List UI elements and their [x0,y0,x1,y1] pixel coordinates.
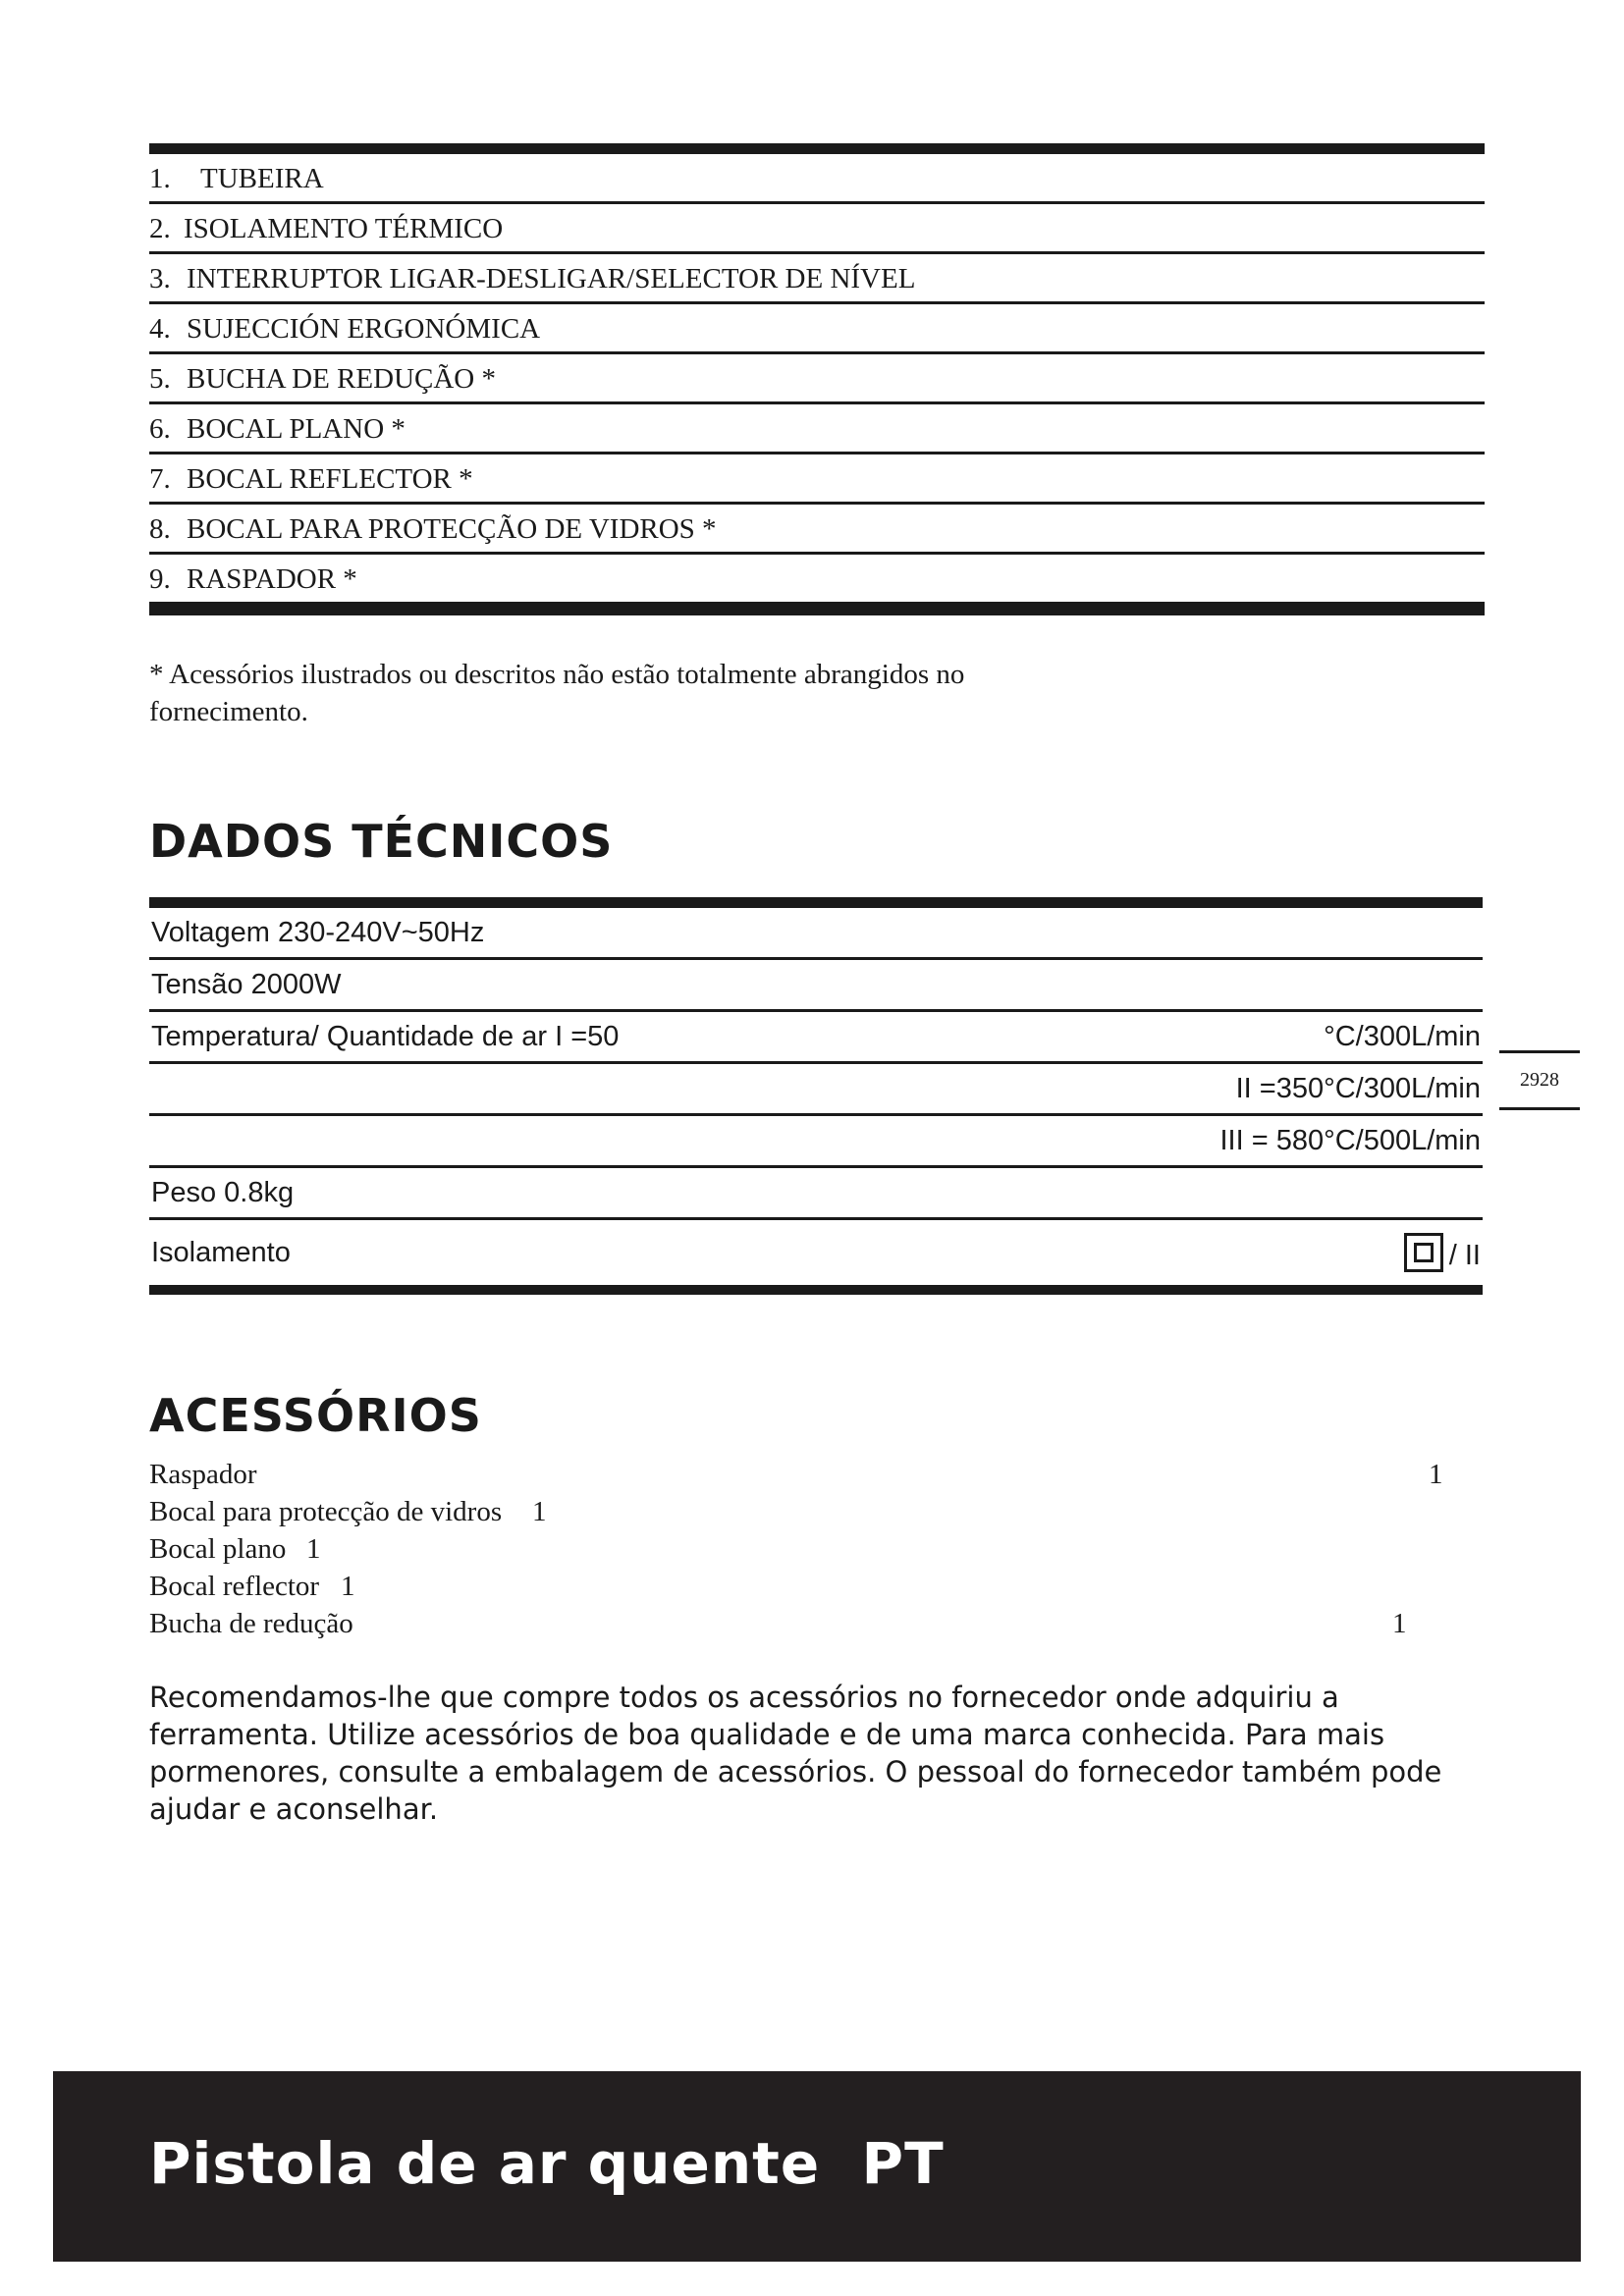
technical-data-table [149,897,1483,1295]
parts-list-item: 5. BUCHA DE REDUÇÃO * [149,354,1485,404]
recommendation-paragraph: Recomendamos-lhe que compre todos os acessórios no fornecedor onde adquiriu a ferramenta. Utilize acessórios de boa qualidade e de uma marca conhecida. Para mais pormenores, consulte a embalagem de acessórios. O pessoal do fornecedor também pode ajudar e aconselhar. [149,1681,1442,1826]
double-insulation-icon [1404,1233,1443,1272]
list-item: Raspador 1 [149,1459,1443,1490]
parts-list-item: 1. TUBEIRA [149,154,1485,204]
parts-top-rule [149,143,1485,154]
footer-title: Pistola de ar quente PT [149,2130,945,2197]
accessories-note: * Acessórios ilustrados ou descritos não estão totalmente abrangidos no fornecimento. [149,659,965,727]
page-marker: 2928 [1499,1050,1580,1110]
parts-bottom-rule [149,605,1485,615]
parts-list-item: 7. BOCAL REFLECTOR * [149,454,1485,505]
tech-row-insulation: Isolamento / II [149,1220,1483,1285]
tech-row-temperature-2: II =350°C/300L/min [149,1064,1483,1116]
insulation-class: / II [1404,1233,1481,1272]
parts-list-item: 9. RASPADOR * [149,555,1485,605]
parts-list-item: 4. SUJECCIÓN ERGONÓMICA [149,304,1485,354]
tech-top-rule [149,897,1483,908]
tech-row-temperature-3: III = 580°C/500L/min [149,1116,1483,1168]
parts-list-item: 2. ISOLAMENTO TÉRMICO [149,204,1485,254]
list-item: Bocal plano 1 [149,1533,321,1565]
parts-list-item: 8. BOCAL PARA PROTECÇÃO DE VIDROS * [149,505,1485,555]
list-item: Bucha de redução 1 [149,1608,1407,1639]
tech-bottom-rule [149,1285,1483,1295]
list-item: Bocal reflector 1 [149,1571,355,1602]
tech-row-voltage: Voltagem 230-240V~50Hz [149,908,1483,960]
parts-list-item: 6. BOCAL PLANO * [149,404,1485,454]
accessories-list [149,1459,1455,1645]
parts-list [149,143,1485,615]
tech-row-weight: Peso 0.8kg [149,1168,1483,1220]
tech-row-power: Tensão 2000W [149,960,1483,1012]
section-title-accessories: ACESSÓRIOS [149,1389,482,1442]
footer-banner [53,2071,1581,2262]
list-item: Bocal para protecção de vidros 1 [149,1496,547,1527]
parts-list-item: 3. INTERRUPTOR LIGAR-DESLIGAR/SELECTOR DE NÍVEL [149,254,1485,304]
tech-row-temperature-1: Temperatura/ Quantidade de ar I =50 °C/300L/min [149,1012,1483,1064]
section-title-technical-data: DADOS TÉCNICOS [149,815,614,868]
